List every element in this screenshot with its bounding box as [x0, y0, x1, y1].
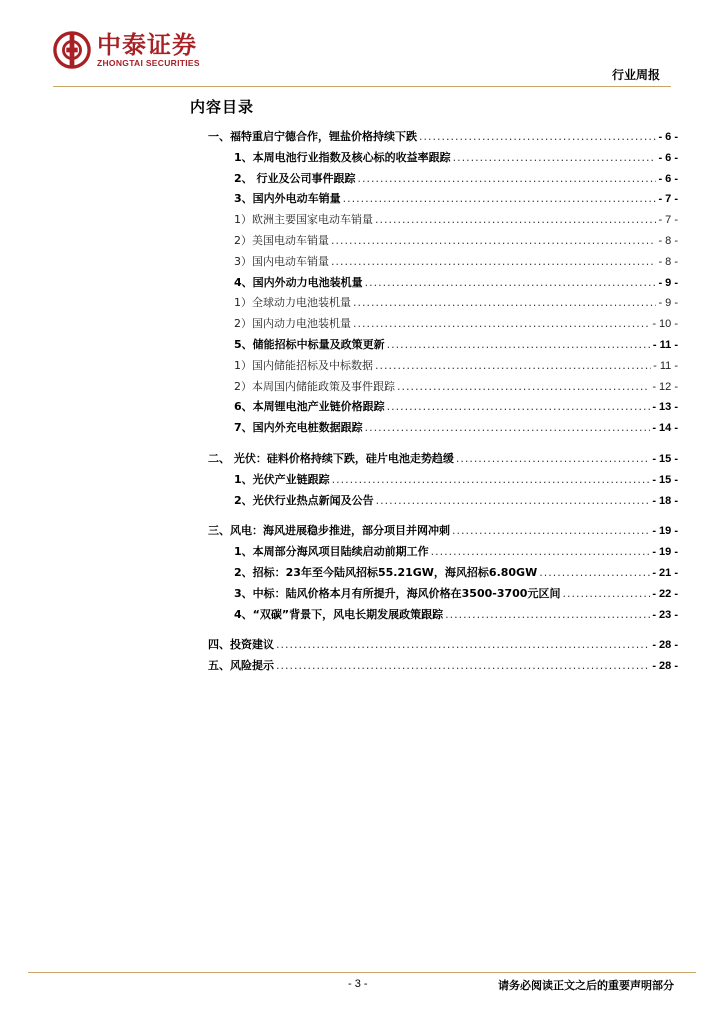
toc-entry[interactable]	[208, 357, 678, 378]
toc-entry-text: 3、中标：陆风价格本月有所提升，海风价格在3500-3700元区间	[234, 586, 561, 600]
toc-dot-leader	[456, 452, 650, 465]
logo-english-name: ZHONGTAI SECURITIES	[97, 58, 200, 68]
toc-dot-leader	[365, 276, 657, 289]
toc-entry[interactable]	[208, 471, 678, 492]
toc-entry-page: - 18 -	[652, 494, 678, 507]
toc-entry[interactable]	[208, 657, 678, 678]
toc-entry[interactable]	[208, 564, 678, 585]
toc-dot-leader	[562, 587, 650, 600]
toc-entry-page: - 15 -	[652, 473, 678, 486]
toc-section-gap	[208, 440, 678, 450]
toc-entry-page: - 23 -	[652, 608, 678, 621]
toc-section-gap	[208, 626, 678, 636]
toc-entry-text: 一、福特重启宁德合作，锂盐价格持续下跌	[208, 130, 417, 143]
toc-dot-leader	[332, 473, 651, 486]
toc-entry[interactable]	[208, 274, 678, 295]
toc-entry-page: - 19 -	[652, 546, 678, 559]
table-of-contents	[208, 128, 678, 678]
toc-entry-text: 5、储能招标中标量及政策更新	[234, 337, 385, 351]
toc-entry-page: - 7 -	[658, 214, 678, 227]
toc-dot-leader	[453, 151, 657, 164]
zhongtai-logo-icon	[53, 31, 91, 69]
toc-dot-leader	[452, 524, 650, 537]
toc-entry-text: 7、国内外充电桩数据跟踪	[234, 421, 363, 435]
toc-entry[interactable]	[208, 522, 678, 543]
toc-entry-page: - 8 -	[658, 234, 678, 247]
toc-entry[interactable]	[208, 585, 678, 606]
toc-dot-leader	[397, 380, 650, 393]
toc-dot-leader	[375, 213, 656, 226]
toc-entry-text: 2、 行业及公司事件跟踪	[234, 171, 356, 185]
toc-entry[interactable]	[208, 211, 678, 232]
toc-entry[interactable]	[208, 636, 678, 657]
toc-entry-text: 2）国内动力电池装机量	[234, 317, 351, 331]
toc-dot-leader	[387, 400, 651, 413]
toc-entry-text: 1、本周电池行业指数及核心标的收益率跟踪	[234, 150, 451, 164]
toc-entry-page: - 6 -	[658, 151, 678, 164]
toc-dot-leader	[387, 338, 651, 351]
toc-entry-text: 4、国内外动力电池装机量	[234, 275, 363, 289]
toc-dot-leader	[419, 130, 656, 143]
toc-entry-page: - 11 -	[653, 359, 678, 372]
toc-dot-leader	[353, 317, 650, 330]
toc-entry-page: - 6 -	[658, 131, 678, 143]
toc-entry[interactable]	[208, 170, 678, 191]
toc-entry-page: - 11 -	[652, 338, 678, 351]
toc-entry-text: 1、本周部分海风项目陆续启动前期工作	[234, 545, 429, 559]
toc-entry-text: 五、风险提示	[208, 659, 274, 673]
toc-entry-text: 1）全球动力电池装机量	[234, 296, 351, 310]
toc-entry-page: - 28 -	[652, 660, 678, 673]
toc-section-gap	[208, 512, 678, 522]
toc-entry[interactable]	[208, 253, 678, 274]
toc-entry[interactable]	[208, 450, 678, 471]
toc-dot-leader	[343, 192, 657, 205]
toc-title: 内容目录	[190, 98, 255, 116]
toc-entry-text: 3、国内外电动车销量	[234, 192, 341, 206]
toc-entry[interactable]	[208, 419, 678, 440]
toc-dot-leader	[539, 566, 650, 579]
toc-entry[interactable]	[208, 398, 678, 419]
toc-dot-leader	[276, 638, 650, 651]
toc-entry-page: - 8 -	[658, 255, 678, 268]
toc-entry-text: 1）国内储能招标及中标数据	[234, 358, 373, 372]
toc-entry-page: - 14 -	[652, 422, 678, 435]
toc-dot-leader	[445, 608, 650, 621]
toc-entry-page: - 15 -	[652, 452, 678, 465]
toc-entry[interactable]	[208, 315, 678, 336]
toc-entry[interactable]	[208, 149, 678, 170]
toc-dot-leader	[276, 659, 650, 672]
toc-entry-page: - 28 -	[652, 639, 678, 652]
toc-entry-page: - 19 -	[652, 525, 678, 538]
toc-entry[interactable]	[208, 232, 678, 253]
toc-entry-page: - 21 -	[652, 566, 678, 579]
report-type-label: 行业周报	[611, 68, 660, 82]
toc-entry-page: - 13 -	[652, 401, 678, 414]
logo-chinese-name: 中泰证券	[97, 31, 197, 59]
footer-divider	[28, 972, 696, 973]
toc-dot-leader	[353, 296, 656, 309]
toc-entry[interactable]	[208, 378, 678, 399]
toc-entry[interactable]	[208, 543, 678, 564]
toc-entry-text: 3）国内电动车销量	[234, 254, 329, 268]
toc-entry[interactable]	[208, 128, 678, 149]
toc-entry-text: 2）本周国内储能政策及事件跟踪	[234, 379, 395, 393]
toc-entry-page: - 7 -	[658, 193, 678, 206]
header-divider	[53, 86, 671, 87]
toc-dot-leader	[375, 359, 651, 372]
toc-entry-text: 2、招标：23年至今陆风招标55.21GW，海风招标6.80GW	[234, 565, 538, 579]
toc-entry-text: 四、投资建议	[208, 638, 274, 652]
toc-entry[interactable]	[208, 606, 678, 627]
toc-entry[interactable]	[208, 336, 678, 357]
toc-entry-page: - 9 -	[658, 276, 678, 289]
toc-entry-text: 三、风电：海风进展稳步推进，部分项目并网冲刺	[208, 524, 450, 538]
toc-entry-text: 4、“双碳”背景下，风电长期发展政策跟踪	[234, 607, 444, 621]
footer-disclaimer: 请务必阅读正文之后的重要声明部分	[498, 979, 674, 992]
toc-entry-page: - 12 -	[652, 380, 678, 393]
toc-entry-text: 1）欧洲主要国家电动车销量	[234, 213, 373, 227]
toc-entry-text: 1、光伏产业链跟踪	[234, 472, 330, 486]
toc-entry[interactable]	[208, 294, 678, 315]
toc-entry-text: 2、光伏行业热点新闻及公告	[234, 493, 374, 507]
toc-dot-leader	[357, 172, 656, 185]
company-logo	[53, 28, 200, 72]
toc-dot-leader	[431, 545, 651, 558]
page-number: - 3 -	[348, 978, 368, 990]
toc-entry[interactable]	[208, 492, 678, 513]
toc-entry-page: - 10 -	[652, 318, 678, 331]
toc-entry-text: 6、本周锂电池产业链价格跟踪	[234, 400, 385, 414]
toc-entry-text: 2）美国电动车销量	[234, 233, 329, 247]
toc-dot-leader	[331, 255, 656, 268]
toc-dot-leader	[365, 421, 651, 434]
toc-entry-page: - 9 -	[658, 297, 678, 310]
toc-dot-leader	[376, 494, 651, 507]
toc-entry[interactable]	[208, 190, 678, 211]
toc-entry-page: - 6 -	[658, 172, 678, 185]
toc-entry-page: - 22 -	[652, 587, 678, 600]
toc-dot-leader	[331, 234, 656, 247]
toc-entry-text: 二、 光伏：硅料价格持续下跌，硅片电池走势趋缓	[208, 451, 454, 465]
